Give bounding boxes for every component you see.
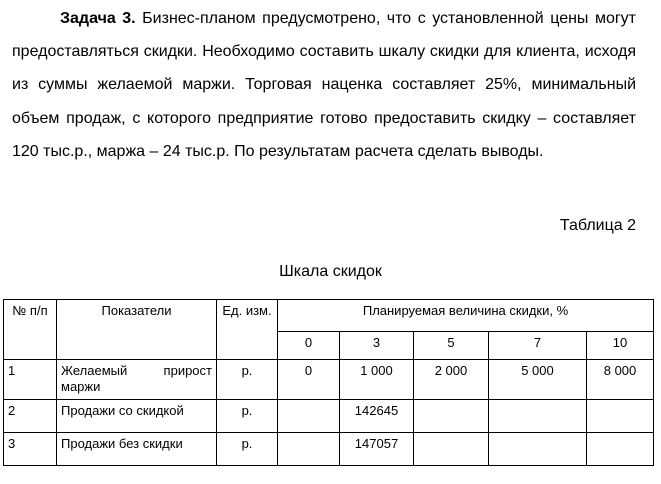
row-value: 142645	[340, 400, 414, 433]
row-value	[278, 433, 340, 466]
table-title: Шкала скидок	[279, 263, 382, 280]
header-unit: Ед. изм.	[217, 300, 278, 360]
table-header-row	[4, 300, 654, 332]
row-value: 0	[278, 360, 340, 400]
row-unit: р.	[217, 433, 278, 466]
table-row	[4, 400, 654, 433]
discount-header: 5	[414, 332, 489, 360]
row-value	[278, 400, 340, 433]
task-paragraph	[12, 2, 636, 168]
row-value: 2 000	[414, 360, 489, 400]
table-row	[4, 433, 654, 466]
row-value	[414, 400, 489, 433]
header-indicators: Показатели	[57, 300, 217, 360]
row-value: 147057	[340, 433, 414, 466]
row-number: 3	[4, 433, 57, 466]
discount-scale-table	[3, 299, 654, 466]
row-indicator: Продажи без скидки	[57, 433, 217, 466]
discount-header: 0	[278, 332, 340, 360]
table-label: Таблица 2	[559, 217, 636, 234]
row-indicator: Желаемый прирост маржи	[57, 360, 217, 400]
row-unit: р.	[217, 400, 278, 433]
row-value: 1 000	[340, 360, 414, 400]
row-value	[587, 433, 654, 466]
discount-header: 7	[489, 332, 587, 360]
header-number: № п/п	[4, 300, 57, 360]
row-number: 1	[4, 360, 57, 400]
discount-header: 3	[340, 332, 414, 360]
row-value	[489, 400, 587, 433]
row-value	[489, 433, 587, 466]
row-value: 5 000	[489, 360, 587, 400]
header-planned-discount: Планируемая величина скидки, %	[278, 300, 654, 332]
row-unit: р.	[217, 360, 278, 400]
row-number: 2	[4, 400, 57, 433]
row-value	[414, 433, 489, 466]
discount-header: 10	[587, 332, 654, 360]
task-title: Задача 3.	[60, 10, 136, 27]
task-body: Бизнес-планом предусмотрено, что с установленной цены могут предоставляться скидки. Необходимо составить шкалу скидки для клиента, исходя из суммы желаемой маржи. Торговая наценка составляет 25%, минимальный объем продаж, с которого предприятие готово предоставить скидку – составляет 120 тыс.р., маржа – 24 тыс.р. По результатам расчета сделать выводы.	[12, 10, 637, 160]
row-indicator: Продажи со скидкой	[57, 400, 217, 433]
row-value: 8 000	[587, 360, 654, 400]
row-value	[587, 400, 654, 433]
table-row	[4, 360, 654, 400]
